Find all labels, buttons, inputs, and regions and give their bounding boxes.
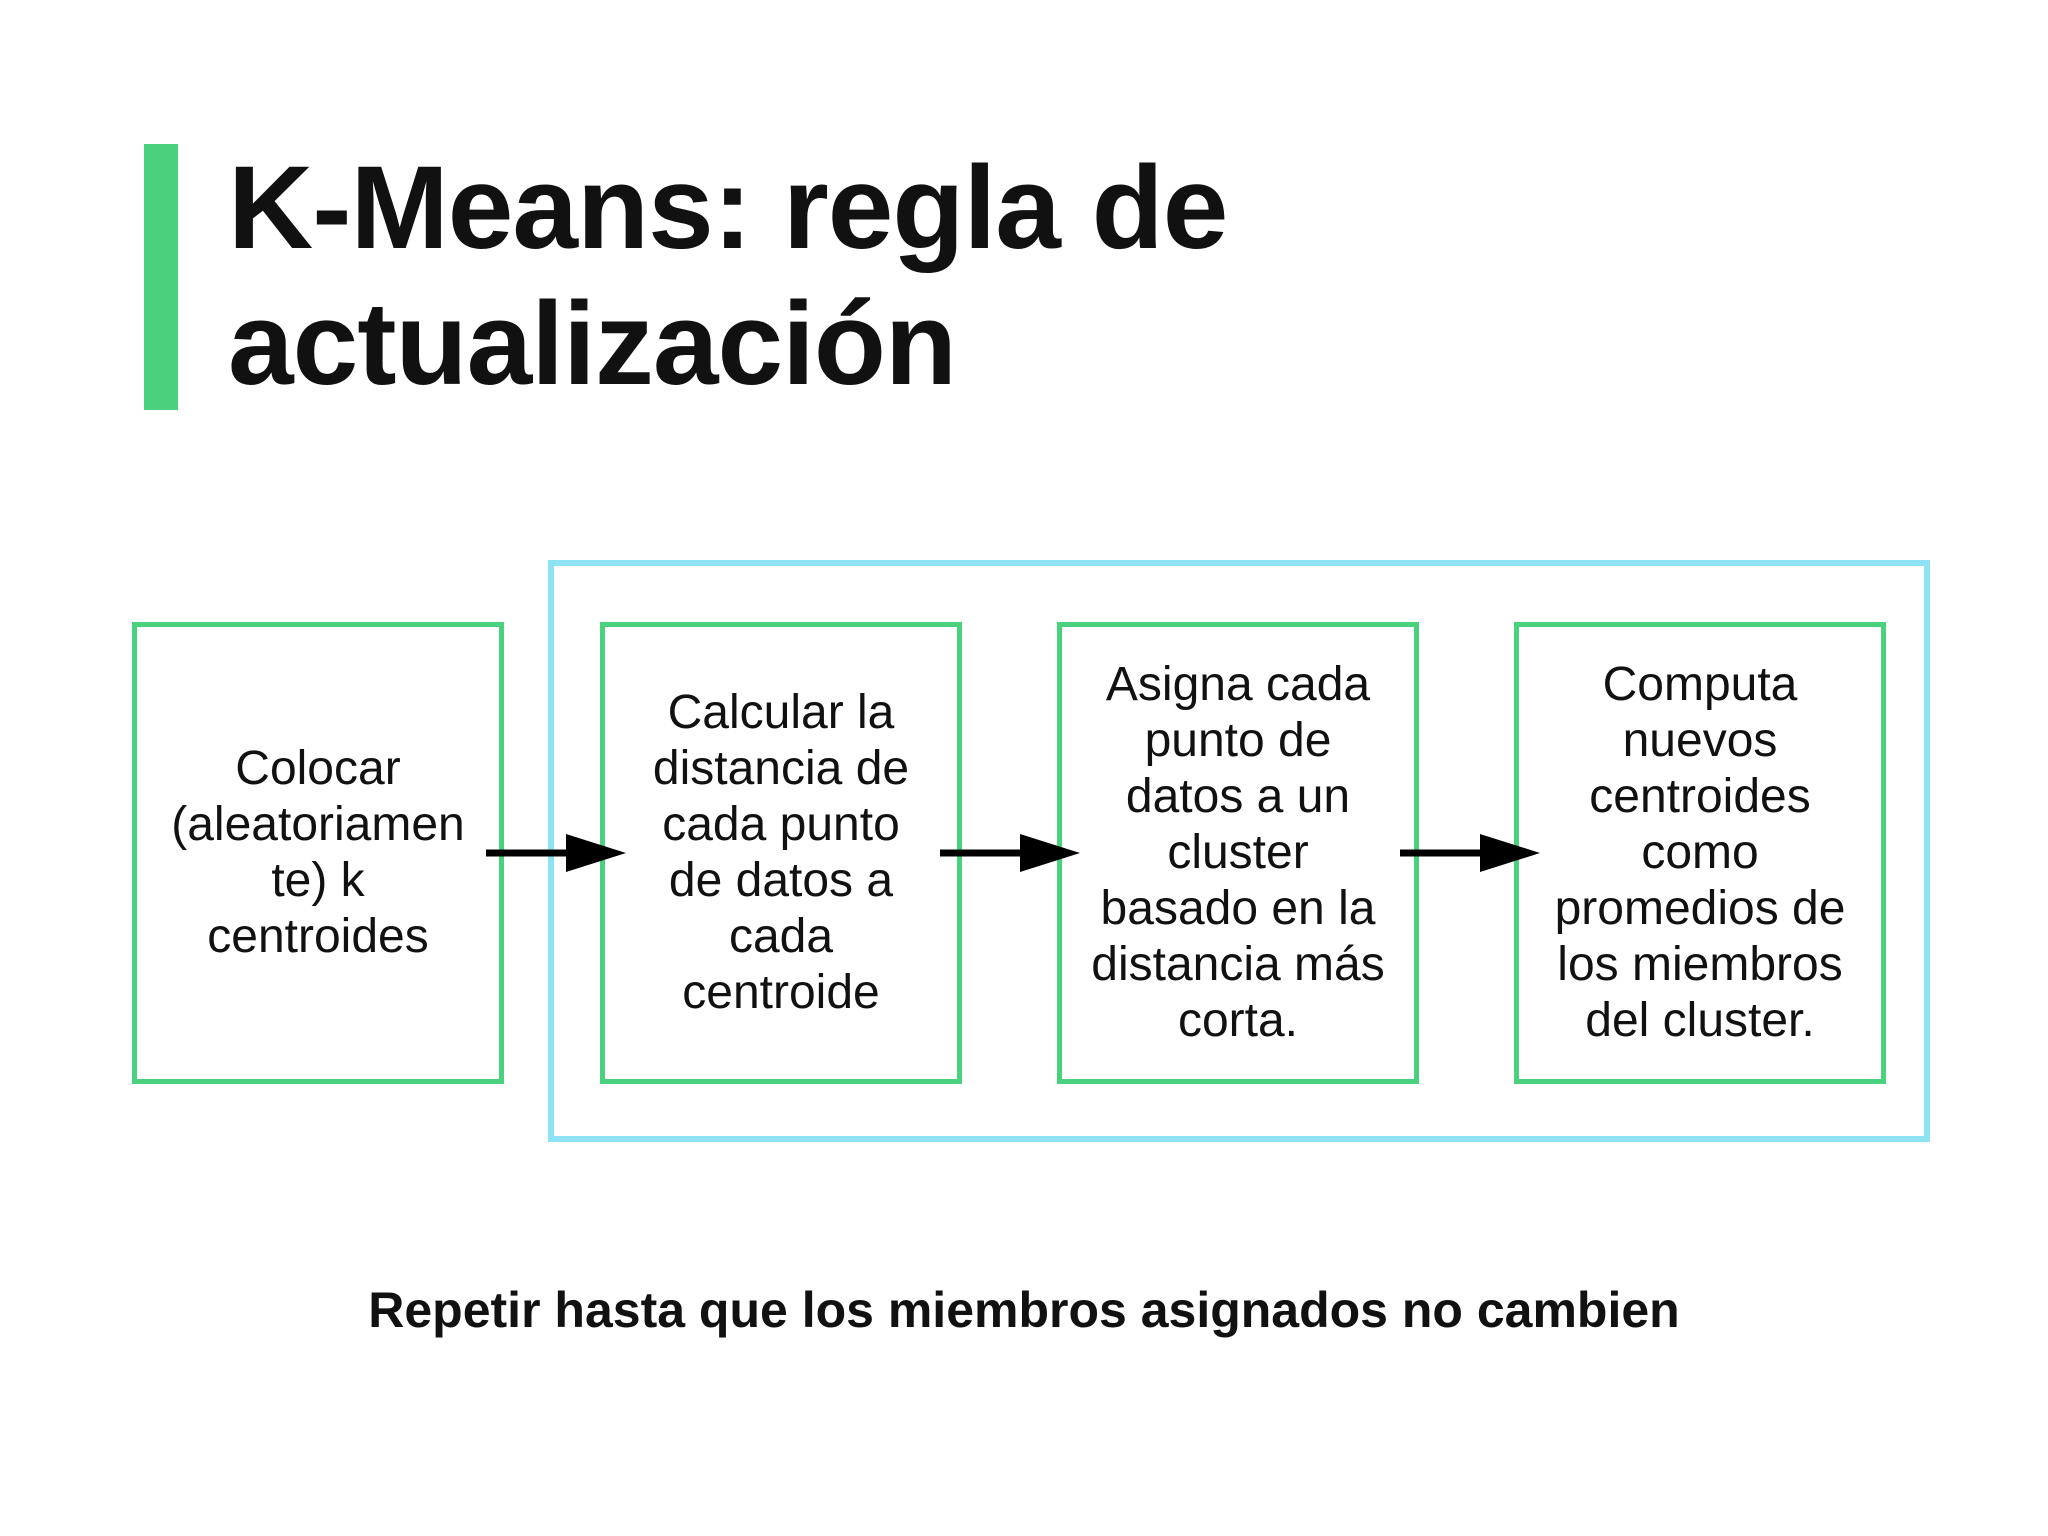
title-accent-bar: [144, 144, 178, 410]
step-text-line: Computa: [1602, 658, 1798, 711]
step-text: [641, 685, 921, 1021]
step-text-line: promedios de: [1554, 882, 1846, 935]
step-box-compute-distances: [600, 622, 962, 1084]
step-text-line: (aleatoriamen: [171, 798, 465, 851]
step-text-line: centroides: [207, 910, 429, 963]
step-text-line: de datos a: [668, 854, 894, 907]
step-text-line: distancia de: [652, 742, 910, 795]
step-box-place-centroids: [132, 622, 504, 1084]
step-text-line: los miembros: [1557, 938, 1843, 991]
arrow-right-icon: [940, 832, 1080, 874]
step-text-line: Asigna cada: [1105, 658, 1371, 711]
step-box-assign-cluster: [1057, 622, 1419, 1084]
step-text-line: cada: [728, 910, 834, 963]
step-text-line: cluster: [1167, 826, 1309, 879]
step-text-line: punto de: [1144, 714, 1332, 767]
step-text-line: basado en la: [1100, 882, 1376, 935]
step-text-line: cada punto: [662, 798, 900, 851]
arrow-right-icon: [1400, 832, 1540, 874]
step-text-line: Calcular la: [667, 686, 895, 739]
step-text-line: centroides: [1589, 770, 1811, 823]
step-text-line: datos a un: [1125, 770, 1351, 823]
step-text-line: del cluster.: [1585, 994, 1815, 1047]
arrow-right-icon: [486, 832, 626, 874]
title-line: K-Means: regla de: [228, 142, 1228, 274]
step-text-line: como: [1641, 826, 1759, 879]
step-text-line: corta.: [1177, 994, 1299, 1047]
step-text-line: distancia más: [1091, 938, 1385, 991]
step-text: [159, 741, 476, 965]
page-title: [228, 140, 1728, 412]
title-line: actualización: [228, 278, 957, 410]
step-text: [1079, 657, 1396, 1049]
step-text-line: Colocar: [235, 742, 401, 795]
repeat-condition-note: Repetir hasta que los miembros asignados no cambien: [368, 1282, 1680, 1338]
step-text-line: te) k: [271, 854, 365, 907]
step-text-line: centroide: [682, 966, 880, 1019]
step-text: [1543, 657, 1858, 1049]
step-box-recompute-centroids: [1514, 622, 1886, 1084]
step-text-line: nuevos: [1622, 714, 1778, 767]
